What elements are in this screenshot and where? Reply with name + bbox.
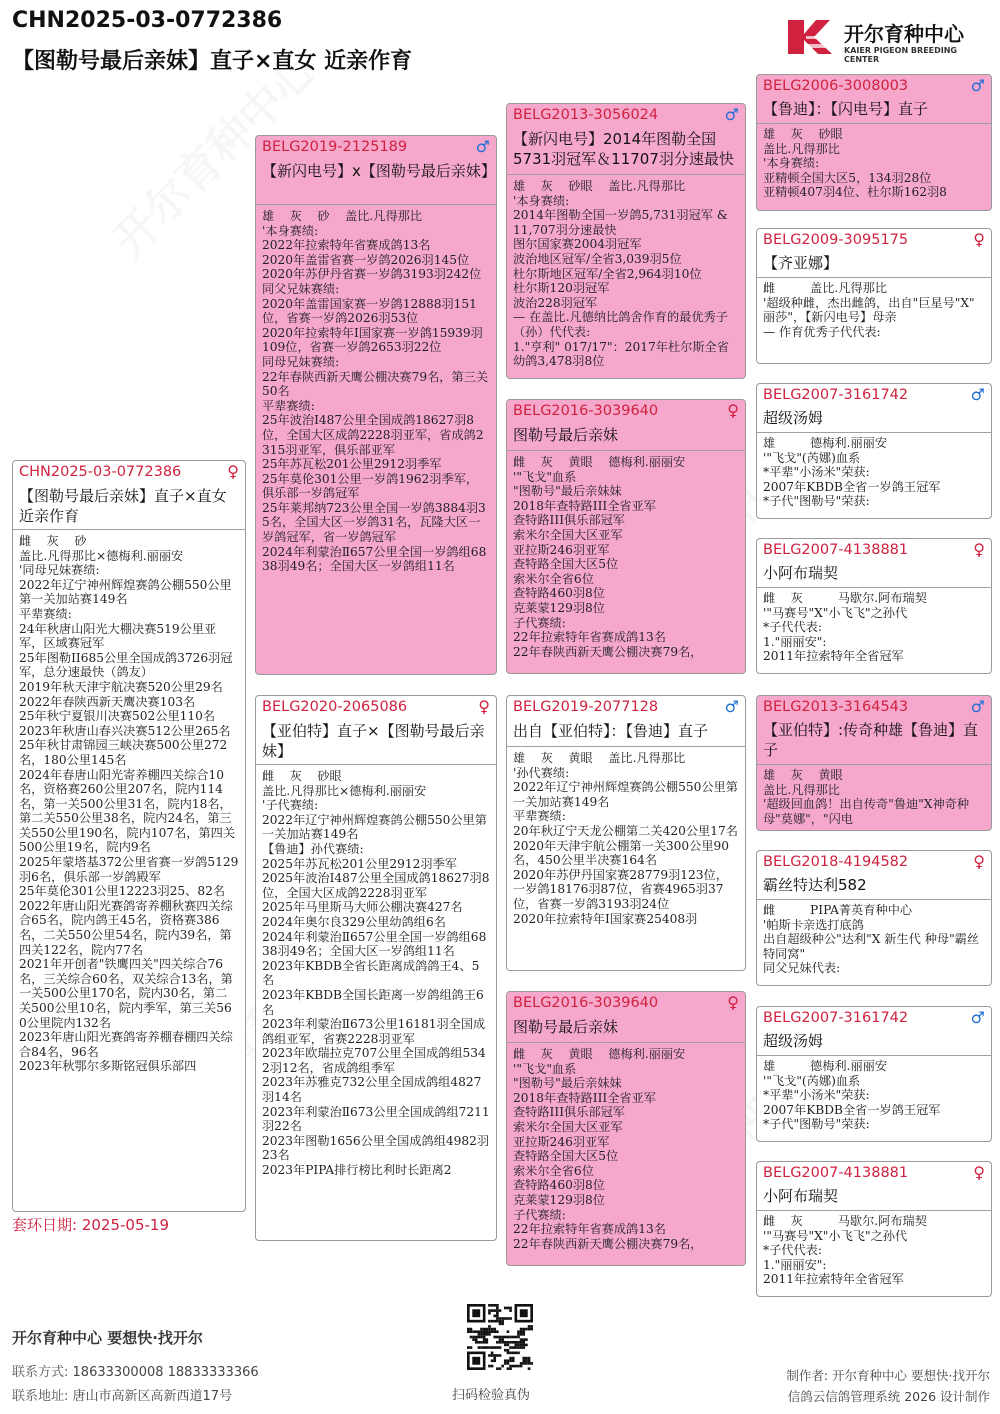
dds-ring-id: BELG2007-3161742 <box>763 1010 909 1026</box>
sss-ring-id: BELG2006-3008003 <box>763 78 909 94</box>
card-divider <box>757 899 991 900</box>
brand-logo <box>786 14 986 64</box>
dds-name: 超级汤姆 <box>763 1032 824 1050</box>
footer-address <box>12 1385 232 1404</box>
subject-details: 雌 灰 砂 盖比.凡得那比×德梅利.丽丽安 '同母兄妹赛绩: 2022年辽宁神州辉煌赛鸽公棚550公里第一关加站赛149名 平辈赛绩: 24年秋唐山阳光大棚决赛519公里亚军，区域赛冠军 25年图勒II685公里全国成鸽3726羽冠军，总分速最快（鸽友） 2019年秋天津宇航决赛520公里29名 2022年春陕西新天鹰决赛103名 25年秋宁夏银川决赛502公里110名 2023年秋唐山春兴决赛512公里265名 25年秋甘肃锦园三峡决赛500公里272名，180公里145名 2024年春唐山阳光寄养棚四关综合10名，资格赛260公里207名，院内114名，第一关500公里31名，院内18名，第二关550公里38名，院内24名，第三关550公里190名，院内107名，第四关500公里19名，院内9名 2025年蒙塔基372公里省赛一岁鸽5129羽6名，俱乐部一岁鸽殿军 25年莫伦301公里12223羽25、82名 2022年唐山阳光赛鸽寄养棚秋赛四关综合65名，院内鸽王45名，资格赛386名，二关550公里54名，院内39名，第四关122名，院内77名 2021年开创者"铁鹰四关"四关综合76名，三关综合60名，双关综合13名，第一关500公里170名，院内30名，第二关500公里10名，院内季军，第三关560公里院内132名 2023年唐山阳光赛鸽寄养棚春棚四关综合84名，96名 2023年秋鄂尔多斯铭冠俱乐部四 <box>19 534 239 1074</box>
subject-name: 【图勒号最后亲妹】直子×直女 近亲作育 <box>19 487 227 525</box>
card-divider <box>757 1210 991 1211</box>
dss-name: 【亚伯特】:传奇种雄【鲁迪】直子 <box>763 721 979 759</box>
card-divider <box>507 746 745 747</box>
logo-english-name: KAIER PIGEON BREEDING CENTER <box>844 46 957 64</box>
male-symbol-icon: ♂ <box>724 697 739 716</box>
male-symbol-icon: ♂ <box>970 1008 985 1027</box>
dss-card[interactable] <box>756 695 992 831</box>
dam-name: 【亚伯特】直子×【图勒号最后亲妹】 <box>262 722 485 760</box>
female-symbol-icon: ♀ <box>478 697 490 716</box>
card-divider <box>507 1042 745 1043</box>
sdd-card[interactable] <box>756 538 992 674</box>
kaier-logo-icon <box>786 14 840 60</box>
credit-maker: 制作者: 开尔育种中心 要想快·找开尔 <box>786 1368 990 1383</box>
sds-ring-id: BELG2007-3161742 <box>763 387 909 403</box>
ddd-ring-id: BELG2007-4138881 <box>763 1165 909 1181</box>
card-divider <box>757 277 991 278</box>
sire-ring-id: BELG2019-2125189 <box>262 139 408 155</box>
female-symbol-icon: ♀ <box>973 540 985 559</box>
card-divider <box>507 174 745 175</box>
sdd-details: 雌 灰 马歇尔.阿布瑞契 '"马赛号"X"小飞飞"之孙代 *子代代表: 1."丽丽安": 2011年拉索特年全省冠军 <box>763 591 927 664</box>
dam-sire-ring-id: BELG2019-2077128 <box>513 699 659 715</box>
dam-ring-id: BELG2020-2065086 <box>262 699 408 715</box>
sds-details: 雄 德梅利.丽丽安 '"飞戈"(芮娜)血系 *平辈"小汤米"荣获: 2007年KBDB全省一岁鸽王冠军 *子代"图勒号"荣获: <box>763 436 941 509</box>
footer-contact <box>12 1361 259 1380</box>
dsd-name: 霸丝特达利582 <box>763 876 867 894</box>
ddd-details: 雌 灰 马歇尔.阿布瑞契 '"马赛号"X"小飞飞"之孙代 *子代代表: 1."丽丽安": 2011年拉索特年全省冠军 <box>763 1214 927 1287</box>
dss-details: 雄 灰 黄眼 盖比.凡得那比 '超级回血鸽！出自传奇"鲁迪"X神奇种母"莫娜"，"闪电 <box>763 768 970 826</box>
dds-card[interactable] <box>756 1006 992 1142</box>
dam-sire-card[interactable] <box>506 695 746 971</box>
sss-details: 雄 灰 砂眼 盖比.凡得那比 '本身赛绩: 亚精顿全国大区5，134羽28位 亚精顿407羽4位、杜尔斯162羽8 <box>763 127 947 200</box>
sss-card[interactable] <box>756 74 992 211</box>
dam-dam-card[interactable] <box>506 991 746 1266</box>
credit-system: 信鸽云信鸽管理系统 2026 设计制作 <box>787 1389 990 1404</box>
sire-dam-ring-id: BELG2016-3039640 <box>513 403 659 419</box>
qr-caption: 扫码检验真伪 <box>452 1388 531 1403</box>
male-symbol-icon: ♂ <box>970 76 985 95</box>
dsd-card[interactable] <box>756 850 992 986</box>
female-symbol-icon: ♀ <box>727 401 739 420</box>
male-symbol-icon: ♂ <box>724 105 739 124</box>
logo-chinese-name: 开尔育种中心 <box>844 22 964 46</box>
dsd-details: 雌 PIPA菁英育种中心 '帕斯卡亲选打底鸽 出自超级种公"达利"X 新生代 种母"霸丝特同窝" 同父兄妹代表: <box>763 903 980 976</box>
header-title: 【图勒号最后亲妹】直子×直女 近亲作育 <box>12 49 413 74</box>
dsd-ring-id: BELG2018-4194582 <box>763 854 909 870</box>
dam-card[interactable] <box>255 695 497 1241</box>
sire-sire-ring-id: BELG2013-3056024 <box>513 107 659 123</box>
ddd-card[interactable] <box>756 1161 992 1297</box>
card-divider <box>757 123 991 124</box>
male-symbol-icon: ♂ <box>970 697 985 716</box>
sire-dam-name: 图勒号最后亲妹 <box>513 426 619 444</box>
sire-card[interactable] <box>255 135 497 675</box>
sire-dam-card[interactable] <box>506 399 746 674</box>
male-symbol-icon: ♂ <box>970 385 985 404</box>
footer-brand-slogan: 开尔育种中心 要想快·找开尔 <box>12 1329 203 1347</box>
qr-code-icon[interactable] <box>467 1304 533 1370</box>
sdd-name: 小阿布瑞契 <box>763 564 839 582</box>
sire-sire-details: 雄 灰 砂眼 盖比.凡得那比 '本身赛绩: 2014年图勒全国一岁鸽5,731羽冠军 & 11,707羽分速最快 图尔国家赛2004羽冠军 波治地区冠军/全省3,039羽5位 杜尔斯地区冠军/全省2,964羽10位 杜尔斯120羽冠军 波治228羽冠军 — 在盖比.凡德纳比鸽舍作育的最优秀子（孙）代代表: 1."亨利" 017/17"：2017年杜尔斯全省幼鸽3,478羽8位 <box>513 179 729 369</box>
card-divider <box>757 432 991 433</box>
subject-card[interactable] <box>12 460 246 1212</box>
contact-phone[interactable]: 18633300008 18833333366 <box>72 1365 259 1380</box>
header-ring: CHN2025-03-0772386 <box>12 8 283 33</box>
sds-card[interactable] <box>756 383 992 519</box>
ssd-ring-id: BELG2009-3095175 <box>763 232 909 248</box>
dam-dam-details: 雌 灰 黄眼 德梅利.丽丽安 '"飞戈"血系 "图勒号"最后亲妹妹 2018年查特路III全省亚军 查特路III俱乐部冠军 索米尔全国大区亚军 亚拉斯246羽亚军 查特路全国大区5位 索米尔全省6位 查特路460羽8位 克莱蒙129羽8位 子代赛绩: 22年拉索特年省赛成鸽13名 22年春陕西新天鹰公棚决赛79名， <box>513 1047 703 1251</box>
dam-dam-ring-id: BELG2016-3039640 <box>513 995 659 1011</box>
ddd-name: 小阿布瑞契 <box>763 1187 839 1205</box>
male-symbol-icon: ♂ <box>475 137 490 156</box>
dam-dam-name: 图勒号最后亲妹 <box>513 1018 619 1036</box>
sire-name: 【新闪电号】x【图勒号最后亲妹】 <box>262 162 496 180</box>
sss-name: 【鲁迪】：【闪电号】直子 <box>763 100 929 118</box>
sds-name: 超级汤姆 <box>763 409 824 427</box>
card-divider <box>757 587 991 588</box>
dds-details: 雄 德梅利.丽丽安 '"飞戈"(芮娜)血系 *平辈"小汤米"荣获: 2007年KBDB全省一岁鸽王冠军 *子代"图勒号"荣获: <box>763 1059 941 1132</box>
dam-sire-details: 雄 灰 黄眼 盖比.凡得那比 '孙代赛绩: 2022年辽宁神州辉煌赛鸽公棚550公里第一关加站赛149名 平辈赛绩: 20年秋辽宁天龙公棚第二关420公里17名 2020年天津宇航公棚第一关300公里90名，450公里半决赛164名 2020年苏伊丹国家赛28779羽123位，一岁鸽18176羽87位，省赛4965羽37位，省赛一岁鸽3193羽24位 2020年拉索特年I国家赛25408羽 <box>513 751 738 926</box>
card-divider <box>757 1055 991 1056</box>
sire-dam-details: 雌 灰 黄眼 德梅利.丽丽安 '"飞戈"血系 "图勒号"最后亲妹妹 2018年查特路III全省亚军 查特路III俱乐部冠军 索米尔全国大区亚军 亚拉斯246羽亚军 查特路全国大区5位 索米尔全省6位 查特路460羽8位 克莱蒙129羽8位 子代赛绩: 22年拉索特年省赛成鸽13名 22年春陕西新天鹰公棚决赛79名， <box>513 455 703 659</box>
ssd-details: 雌 盖比.凡得那比 '超级种雌，杰出雌鸽，出自"巨星号"X" 丽莎"，【新闪电号】母亲 — 作育优秀子代代表: <box>763 281 975 339</box>
female-symbol-icon: ♀ <box>973 852 985 871</box>
ssd-card[interactable] <box>756 228 992 364</box>
card-divider <box>757 764 991 765</box>
dam-sire-name: 出自【亚伯特】：【鲁迪】直子 <box>513 722 709 740</box>
female-symbol-icon: ♀ <box>973 230 985 249</box>
ring-date: 套环日期: 2025-05-19 <box>12 1216 169 1234</box>
card-divider <box>256 204 496 205</box>
address-label: 联系地址: <box>12 1389 69 1404</box>
dam-details: 雌 灰 砂眼 盖比.凡得那比×德梅利.丽丽安 '子代赛绩: 2022年辽宁神州辉煌赛鸽公棚550公里第一关加站赛149名 【鲁迪】孙代赛绩: 2025年苏瓦松201公里2912羽季军 2025年波治Ⅰ487公里全国成鸽18627羽8位，全国大区成鸽2228羽亚军 2025年马里斯马大师公棚决赛427名 2024年奥尔良329公里幼鸽组6名 2024年利蒙治Ⅱ657公里全国一岁鸽组6838羽49名；全国大区一岁鸽组11名 2023年KBDB全省长距离成鸽鸽王4、5名 2023年KBDB全国长距离一岁鸽组鸽王6名 2023年利蒙治Ⅱ673公里16181羽全国成鸽组亚军，省赛2228羽亚军 2023年欧瑞拉克707公里全国成鸽组5342羽12名，省成鸽组季军 2023年苏雅克732公里全国成鸽组4827羽14名 2023年利蒙治Ⅱ673公里全国成鸽组7211羽22名 2023年图勒1656公里全国成鸽组4982羽23名 2023年PIPA排行榜比利时长距离2 <box>262 769 490 1178</box>
ssd-name: 【齐亚娜】 <box>763 254 839 272</box>
sire-sire-card[interactable] <box>506 103 746 379</box>
sire-sire-name: 【新闪电号】2014年图勒全国5731羽冠军＆11707羽分速最快 <box>513 130 734 168</box>
female-symbol-icon: ♀ <box>727 993 739 1012</box>
female-symbol-icon: ♀ <box>227 462 239 481</box>
sdd-ring-id: BELG2007-4138881 <box>763 542 909 558</box>
female-symbol-icon: ♀ <box>973 1163 985 1182</box>
address-value: 唐山市高新区高新西道17号 <box>72 1389 233 1404</box>
card-divider <box>507 450 745 451</box>
card-divider <box>13 529 245 530</box>
dss-ring-id: BELG2013-3164543 <box>763 699 909 715</box>
sire-details: 雄 灰 砂 盖比.凡得那比 '本身赛绩: 2022年拉索特年省赛成鸽13名 2020年盖雷省赛一岁鸽2026羽145位 2020年苏伊丹省赛一岁鸽3193羽242位 同父兄妹赛绩: 2020年盖雷国家赛一岁鸽12888羽151位，省赛一岁鸽2026羽53位 2020年拉索特年I国家赛一岁鸽15939羽109位，省赛一岁鸽2653羽22位 同母兄妹赛绩: 22年春陕西新天鹰公棚决赛79名，第三关50名 平辈赛绩: 25年波治Ⅰ487公里全国成鸽18627羽8位，全国大区成鸽2228羽亚军，省成鸽2315羽亚军，俱乐部亚军 25年苏瓦松201公里2912羽季军 25年莫伦301公里一岁鸽1962羽季军，俱乐部一岁鸽冠军 25年莱邦纳723公里全国一岁鸽3884羽35名，全国大区一岁鸽31名，瓦隆大区一岁鸽冠军，省一岁鸽冠军 2024年利蒙治Ⅱ657公里全国一岁鸽组6838羽49名；全国大区一岁鸽组11名 <box>262 209 489 574</box>
subject-ring-id: CHN2025-03-0772386 <box>19 464 182 480</box>
contact-label: 联系方式: <box>12 1365 69 1380</box>
card-divider <box>256 764 496 765</box>
